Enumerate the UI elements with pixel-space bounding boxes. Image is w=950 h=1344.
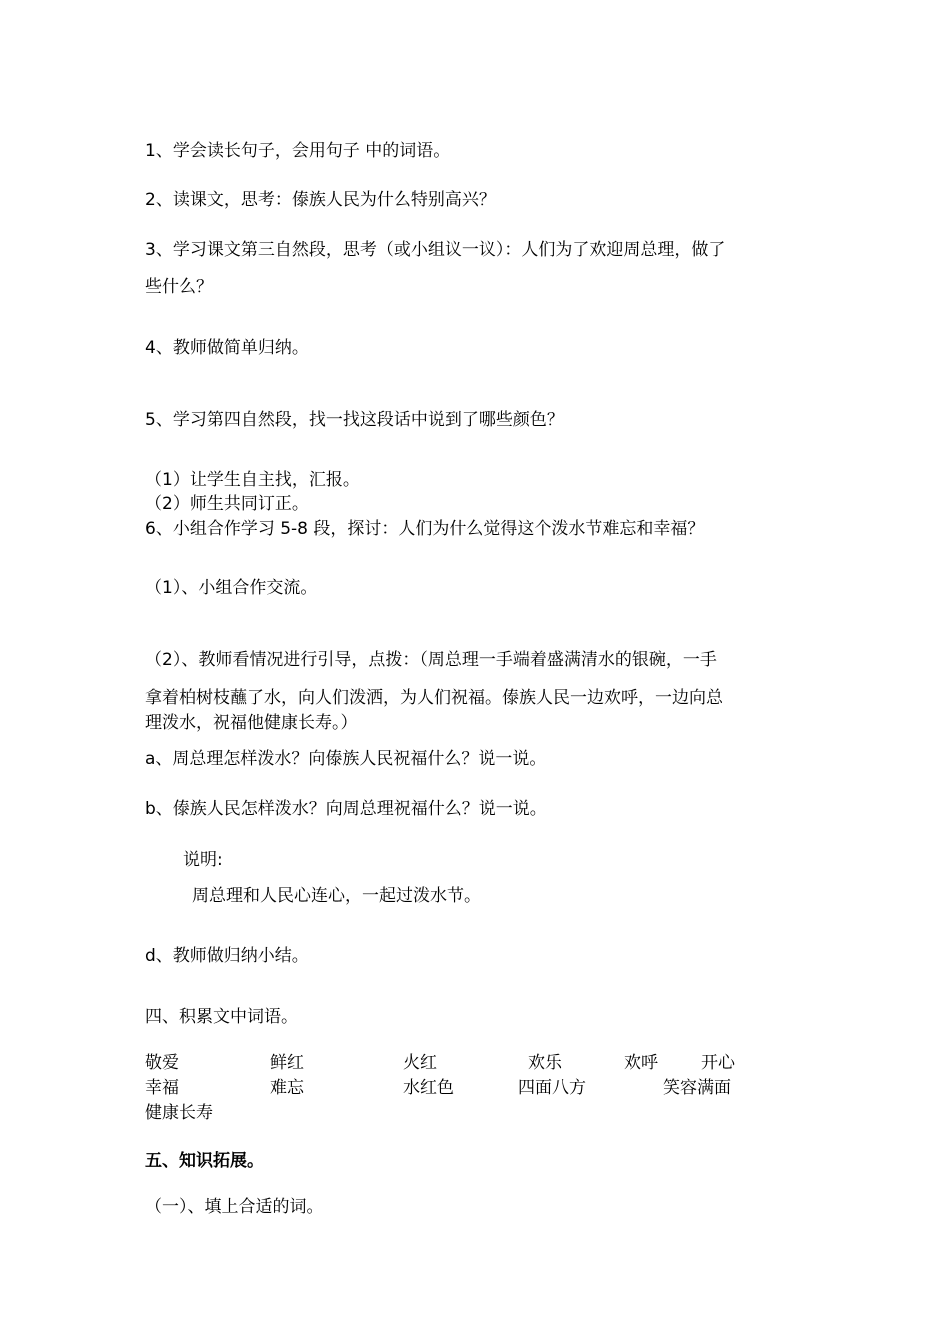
section-five-heading: 五、知识拓展。 [145, 1151, 264, 1171]
item-6-sub-1: （1）、小组合作交流。 [145, 578, 318, 598]
vocab-word: 敬爱 [145, 1053, 179, 1073]
item-6: 6、小组合作学习 5-8 段，探讨：人们为什么觉得这个泼水节难忘和幸福？ [145, 519, 705, 539]
vocab-word: 难忘 [270, 1078, 304, 1098]
item-6-sub-2-line-3: 理泼水，祝福他健康长寿。） [145, 713, 358, 733]
question-a: a、周总理怎样泼水？向傣族人民祝福什么？说一说。 [145, 749, 547, 769]
note-label: 说明: [183, 850, 223, 870]
item-6-sub-2-line-1: （2）、教师看情况进行引导，点拨：（周总理一手端着盛满清水的银碗，一手 [145, 650, 717, 670]
item-3-line-2: 些什么？ [145, 277, 213, 297]
item-6-sub-2-line-2: 拿着柏树枝蘸了水，向人们泼洒，为人们祝福。傣族人民一边欢呼，一边向总 [145, 688, 723, 708]
item-5-sub-1: （1）让学生自主找，汇报。 [145, 470, 360, 490]
vocab-word: 幸福 [145, 1078, 179, 1098]
vocab-word: 火红 [403, 1053, 437, 1073]
item-2: 2、读课文，思考：傣族人民为什么特别高兴？ [145, 190, 496, 210]
vocab-word: 水红色 [403, 1078, 454, 1098]
vocab-word: 鲜红 [270, 1053, 304, 1073]
item-1: 1、学会读长句子，会用句子 中的词语。 [145, 141, 451, 161]
vocab-word: 四面八方 [518, 1078, 586, 1098]
vocab-word: 欢乐 [528, 1053, 562, 1073]
item-5-sub-2: （2）师生共同订正。 [145, 494, 309, 514]
section-five-sub-1: （一）、填上合适的词。 [145, 1197, 324, 1217]
item-d: d、教师做归纳小结。 [145, 946, 309, 966]
vocab-word: 欢呼 [624, 1053, 658, 1073]
question-b: b、傣族人民怎样泼水？向周总理祝福什么？说一说。 [145, 799, 547, 819]
vocab-word: 开心 [701, 1053, 735, 1073]
note-text: 周总理和人民心连心，一起过泼水节。 [192, 886, 481, 906]
item-3-line-1: 3、学习课文第三自然段，思考（或小组议一议）：人们为了欢迎周总理，做了 [145, 240, 726, 260]
vocab-word: 笑容满面 [663, 1078, 731, 1098]
section-four-heading: 四、积累文中词语。 [145, 1007, 298, 1027]
item-4: 4、教师做简单归纳。 [145, 338, 309, 358]
item-5: 5、学习第四自然段，找一找这段话中说到了哪些颜色？ [145, 410, 564, 430]
vocab-word: 健康长寿 [145, 1103, 213, 1123]
